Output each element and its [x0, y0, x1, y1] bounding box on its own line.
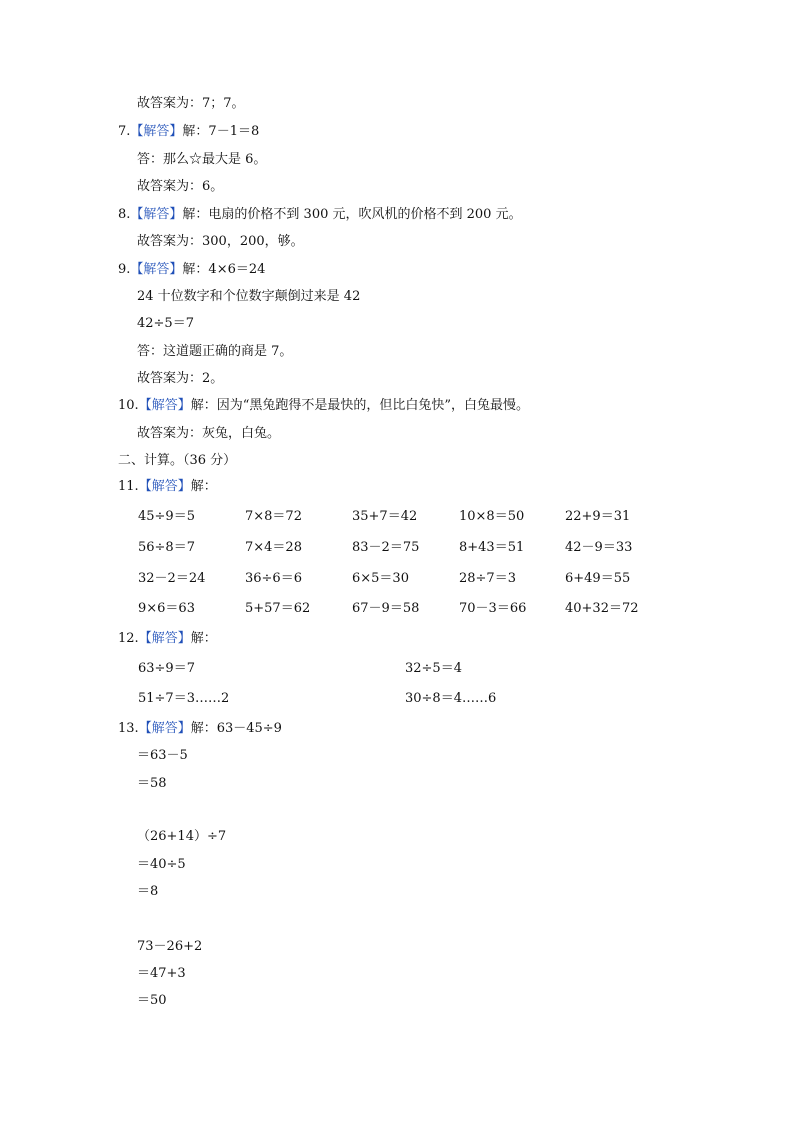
- grid-cell: 56÷8＝7: [138, 540, 195, 555]
- section-heading: 二、计算。（36 分）: [118, 453, 237, 468]
- calc-step: ＝50: [137, 993, 167, 1008]
- grid-cell: 63÷9＝7: [138, 661, 195, 676]
- question-number: 9.: [118, 262, 131, 277]
- grid-cell: 83－2＝75: [352, 540, 420, 555]
- grid-cell: 51÷7＝3……2: [138, 691, 230, 706]
- answer-line: 故答案为：灰兔，白兔。: [137, 426, 281, 441]
- grid-cell: 7×4＝28: [245, 540, 302, 555]
- grid-cell: 45÷9＝5: [138, 509, 195, 524]
- grid-cell: 6+49＝55: [565, 571, 631, 586]
- grid-cell: 30÷8＝4……6: [405, 691, 497, 706]
- question-text: 解：4×6＝24: [182, 262, 266, 277]
- answer-tag: 【解答】: [138, 631, 191, 646]
- answer-tag: 【解答】: [138, 721, 191, 736]
- question-8-header: [118, 206, 522, 224]
- question-number: 7.: [118, 124, 131, 139]
- question-number: 11.: [118, 479, 139, 494]
- answer-tag: 【解答】: [130, 262, 183, 277]
- answer-line: 故答案为：7；7。: [137, 96, 245, 111]
- answer-tag: 【解答】: [130, 207, 183, 222]
- calc-expression: （26+14）÷7: [137, 829, 227, 844]
- question-text: 解：因为“黑兔跑得不是最快的，但比白兔快”，白兔最慢。: [190, 398, 529, 413]
- question-number: 10.: [118, 398, 139, 413]
- answer-line: 42÷5＝7: [137, 316, 194, 331]
- question-11-header: [118, 478, 217, 496]
- question-text: 解：电扇的价格不到 300 元，吹风机的价格不到 200 元。: [182, 207, 522, 222]
- grid-cell: 67－9＝58: [352, 601, 420, 616]
- question-number: 13.: [118, 721, 139, 736]
- question-13-header: [118, 720, 282, 738]
- calc-step: ＝8: [137, 884, 159, 899]
- grid-cell: 9×6＝63: [138, 601, 195, 616]
- question-text: 解：: [190, 631, 217, 646]
- answer-line: 答：这道题正确的商是 7。: [137, 344, 293, 359]
- grid-cell: 32÷5＝4: [405, 661, 462, 676]
- grid-cell: 10×8＝50: [459, 509, 525, 524]
- calc-expression: 73－26+2: [137, 939, 203, 954]
- grid-cell: 5+57＝62: [245, 601, 311, 616]
- calc-step: ＝47+3: [137, 966, 186, 981]
- grid-cell: 40+32＝72: [565, 601, 639, 616]
- grid-cell: 32－2＝24: [138, 571, 206, 586]
- answer-line: 24 十位数字和个位数字颠倒过来是 42: [137, 289, 361, 304]
- grid-cell: 6×5＝30: [352, 571, 409, 586]
- answer-line: 故答案为：6。: [137, 179, 224, 194]
- grid-cell: 36÷6＝6: [245, 571, 302, 586]
- question-text: 解：63－45÷9: [190, 721, 282, 736]
- grid-cell: 8+43＝51: [459, 540, 525, 555]
- answer-tag: 【解答】: [138, 479, 191, 494]
- grid-cell: 22+9＝31: [565, 509, 631, 524]
- calc-step: ＝63－5: [137, 748, 188, 763]
- question-7-header: [118, 123, 259, 141]
- answer-line: 故答案为：300，200，够。: [137, 234, 304, 249]
- question-text: 解：: [190, 479, 217, 494]
- question-12-header: [118, 630, 217, 648]
- answer-tag: 【解答】: [138, 398, 191, 413]
- grid-cell: 28÷7＝3: [459, 571, 516, 586]
- question-number: 8.: [118, 207, 131, 222]
- grid-cell: 35+7＝42: [352, 509, 418, 524]
- question-9-header: [118, 261, 265, 279]
- calc-step: ＝58: [137, 776, 167, 791]
- calc-step: ＝40÷5: [137, 857, 186, 872]
- question-number: 12.: [118, 631, 139, 646]
- answer-line: 故答案为：2。: [137, 371, 224, 386]
- grid-cell: 7×8＝72: [245, 509, 302, 524]
- answer-tag: 【解答】: [130, 124, 183, 139]
- question-text: 解：7－1＝8: [182, 124, 260, 139]
- grid-cell: 42－9＝33: [565, 540, 633, 555]
- answer-line: 答：那么☆最大是 6。: [137, 152, 267, 167]
- question-10-header: [118, 397, 529, 415]
- grid-cell: 70－3＝66: [459, 601, 527, 616]
